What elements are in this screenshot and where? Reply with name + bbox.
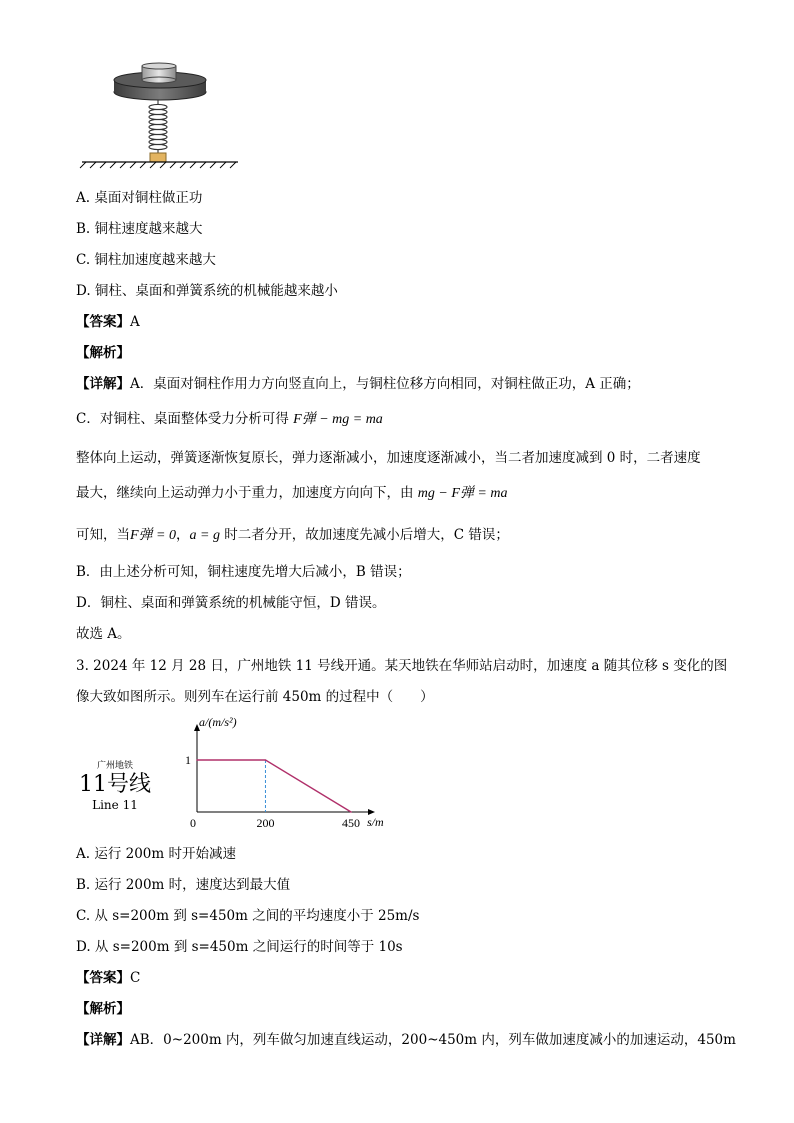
series-segment: [265, 760, 351, 812]
q2-detail-c4: 可知，当F弹 = 0，a = g 时二者分开，故加速度先减小后增大，C 错误；: [76, 527, 509, 543]
answer-label: 【答案】: [76, 970, 130, 986]
detail-c3-prefix: 最大，继续向上运动弹力小于重力，加速度方向向下，由: [76, 485, 414, 501]
formula-4: a = g: [189, 528, 220, 543]
x-tick-label: 200: [256, 816, 275, 830]
detail-ab-text: AB．0~200m 内，列车做匀加速直线运动，200~450m 内，列车做加速度减小的加速运动，450m: [130, 1032, 736, 1048]
data-point: [196, 759, 198, 761]
q3-stem-line2: 像大致如图所示。则列车在运行前 450m 的过程中（ ）: [76, 689, 434, 705]
q2-conclusion: 故选 A。: [76, 626, 131, 642]
q3-option-b: B. 运行 200m 时，速度达到最大值: [76, 877, 291, 893]
q2-answer: [76, 313, 140, 331]
spring: [149, 100, 167, 153]
q2-option-a: A. 桌面对铜柱做正功: [76, 190, 203, 206]
q2-detail-c1: [76, 410, 383, 429]
logo-top-text: 广州地铁: [96, 761, 133, 771]
data-point: [350, 811, 352, 813]
logo-sub-text: Line 11: [92, 798, 138, 812]
formula-1: F弹 − mg = ma: [293, 412, 383, 427]
q2-detail-a: [76, 375, 640, 393]
detail-label: 【详解】: [76, 1032, 130, 1048]
q2-detail-c2: 整体向上运动，弹簧逐渐恢复原长，弹力逐渐减小，加速度逐渐减小，当二者加速度减到 0 时，二者速度: [76, 450, 701, 466]
q3-option-c: C. 从 s=200m 到 s=450m 之间的平均速度小于 25m/s: [76, 908, 420, 924]
q2-analysis-label: 【解析】: [76, 345, 130, 361]
q3-stem-line1: 3. 2024 年 12 月 28 日，广州地铁 11 号线开通。某天地铁在华师站启动时，加速度 a 随其位移 s 变化的图: [76, 658, 728, 674]
answer-label: 【答案】: [76, 314, 130, 330]
q3-analysis-label: 【解析】: [76, 1001, 130, 1017]
q3-answer: [76, 969, 140, 987]
x-tick-label: 0: [190, 816, 196, 830]
detail-c-prefix: C．对铜柱、桌面整体受力分析可得: [76, 411, 289, 427]
detail-c4-suffix: 时二者分开，故加速度先减小后增大，C 错误；: [224, 527, 509, 543]
q2-detail-b: B．由上述分析可知，铜柱速度先增大后减小，B 错误；: [76, 564, 411, 580]
data-point: [265, 759, 267, 761]
y-axis-label: a/(m/s²): [199, 715, 237, 729]
q3-option-a: A. 运行 200m 时开始减速: [76, 846, 236, 862]
a-s-chart: [180, 714, 384, 834]
spring-figure: [78, 62, 243, 174]
metro-line11-logo: [70, 760, 160, 812]
detail-label: 【详解】: [76, 376, 130, 392]
q2-option-b: B. 铜柱速度越来越大: [76, 221, 203, 237]
q3-option-d: D. 从 s=200m 到 s=450m 之间运行的时间等于 10s: [76, 939, 403, 955]
detail-c4-prefix: 可知，当: [76, 527, 130, 543]
formula-3: F弹 = 0: [130, 528, 176, 543]
x-axis-label: s/m: [367, 815, 384, 829]
q2-option-d: D. 铜柱、桌面和弹簧系统的机械能越来越小: [76, 283, 338, 299]
logo-main-text: 11号线: [79, 772, 151, 797]
answer-value: C: [130, 970, 141, 986]
q2-option-c: C. 铜柱加速度越来越大: [76, 252, 216, 268]
x-tick-label: 450: [342, 816, 361, 830]
q3-detail-ab: [76, 1031, 736, 1049]
q2-detail-c3: [76, 484, 507, 503]
spring-base: [150, 153, 166, 162]
formula-2: mg − F弹 = ma: [417, 486, 508, 501]
answer-value: A: [130, 314, 140, 330]
q2-detail-d: D．铜柱、桌面和弹簧系统的机械能守恒，D 错误。: [76, 595, 386, 611]
y-tick-label: 1: [185, 753, 191, 767]
detail-a-text: A．桌面对铜柱作用力方向竖直向上，与铜柱位移方向相同，对铜柱做正功，A 正确；: [130, 376, 640, 392]
